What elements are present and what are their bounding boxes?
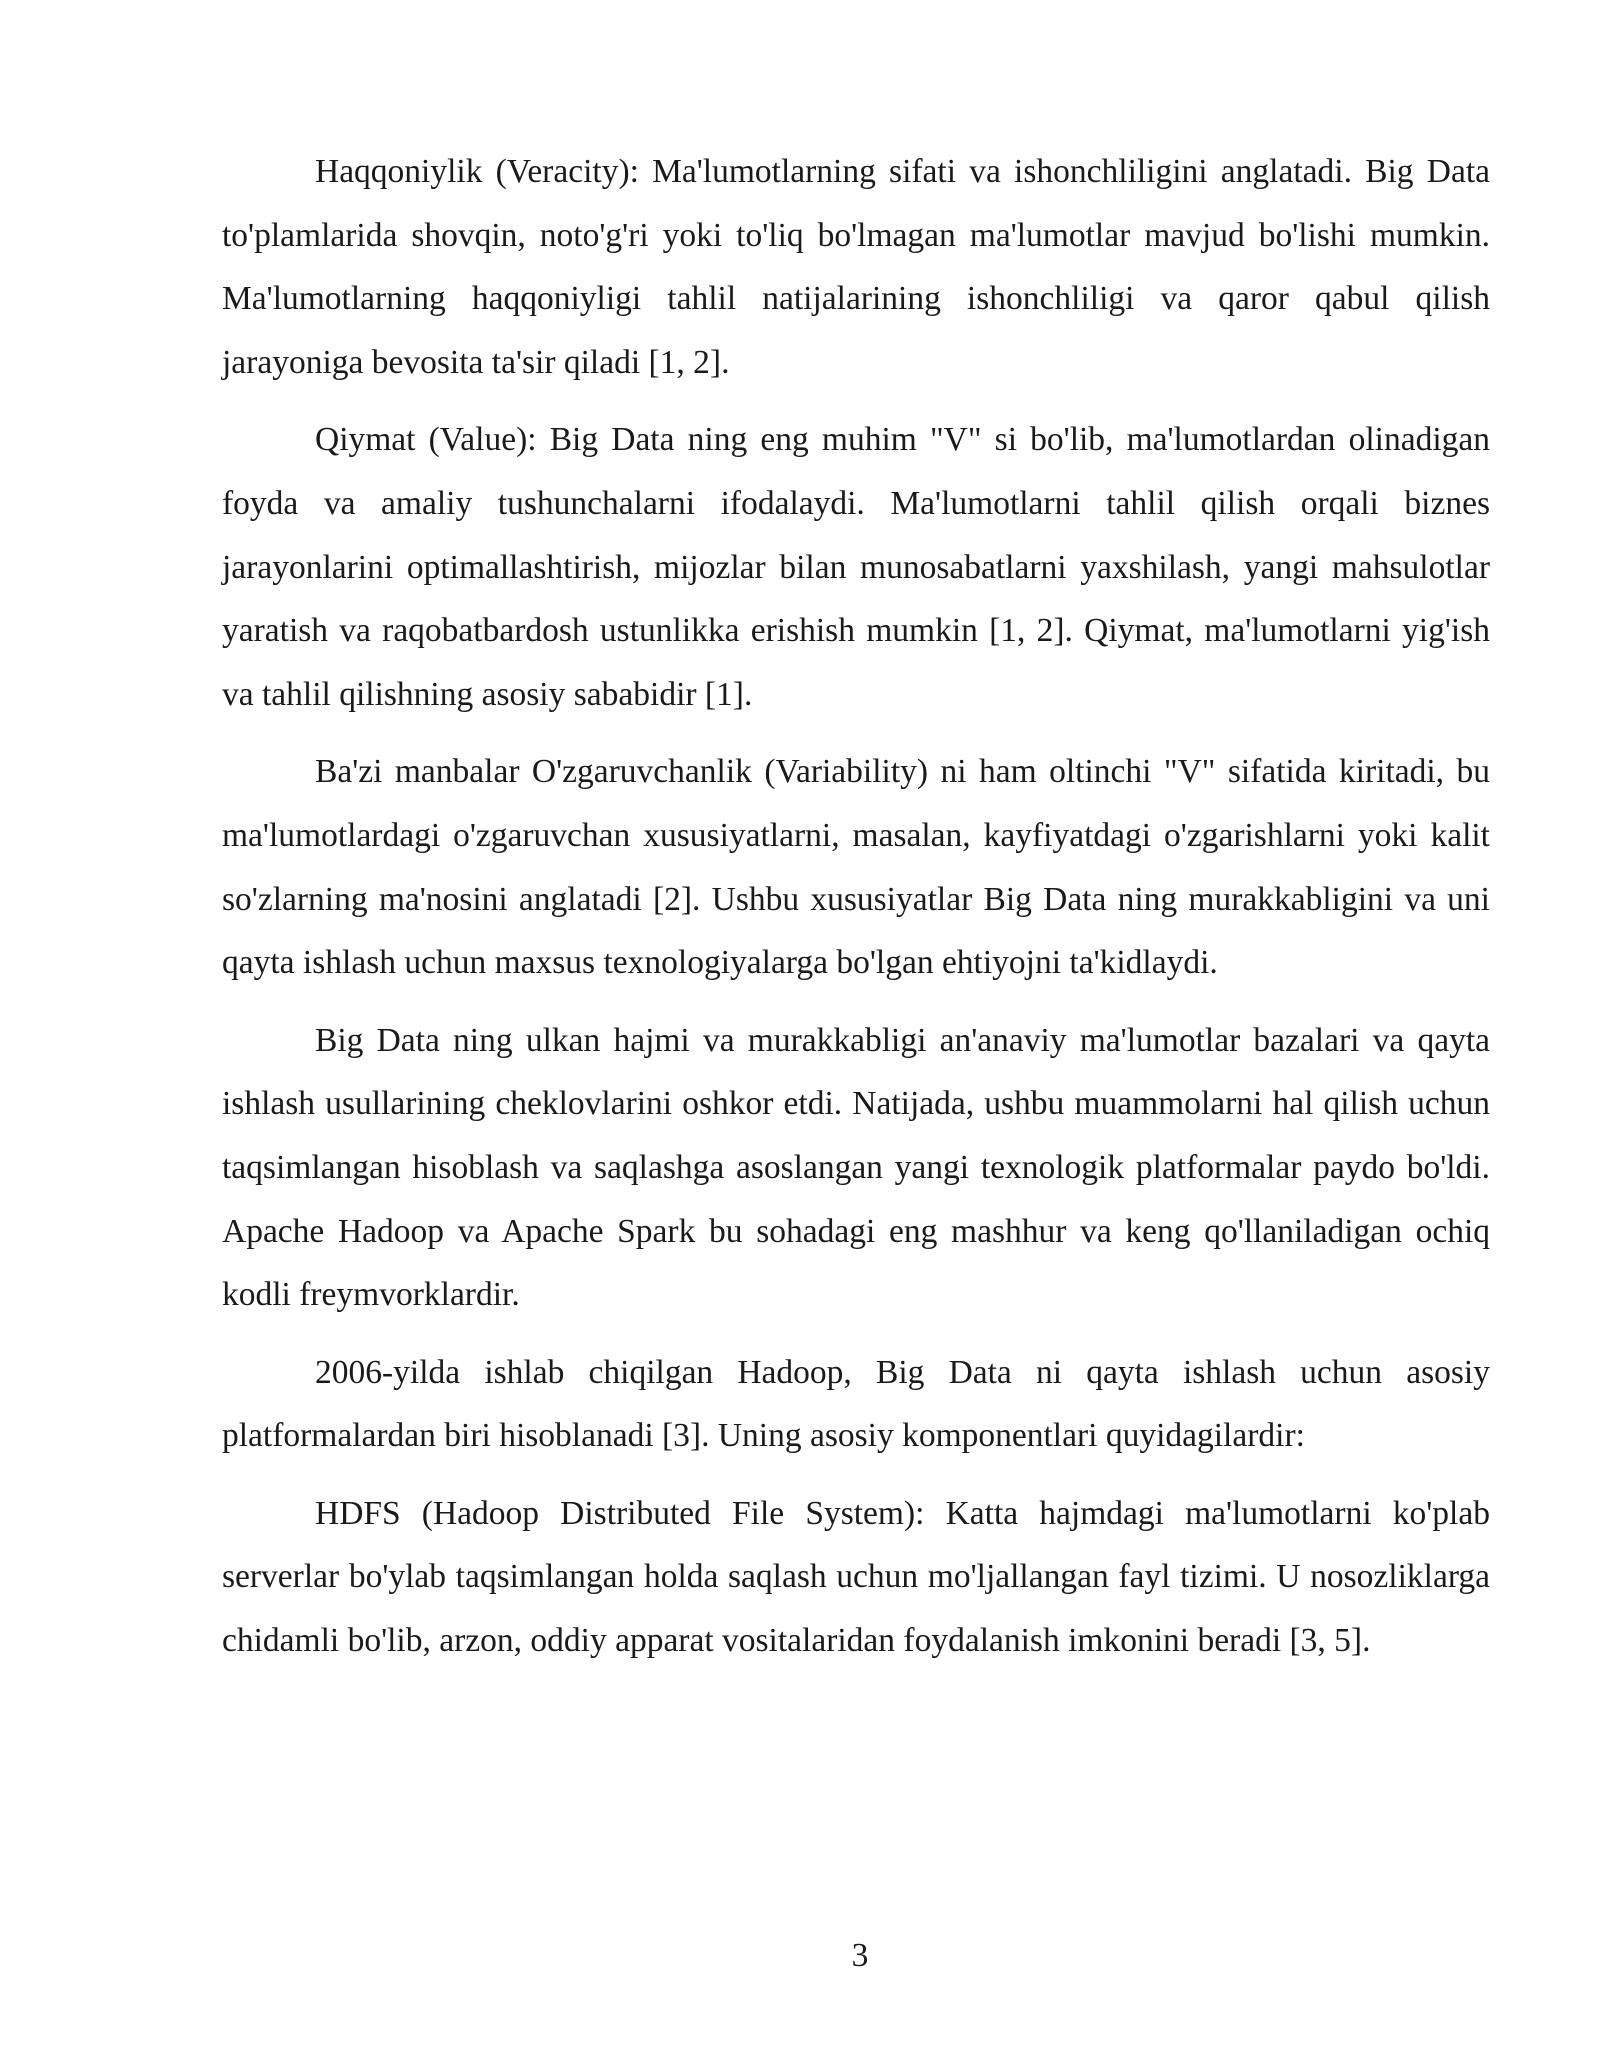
body-text bbox=[222, 140, 1490, 1687]
paragraph-veracity: Haqqoniylik (Veracity): Ma'lumotlarning sifati va ishonchliligini anglatadi. Big Data to'plamlarida shovqin, noto'g'ri yoki to'liq bo'lmagan ma'lumotlar mavjud bo'lishi mumkin. Ma'lumotlarning haqqoniyligi tahlil natijalarining ishonchliligi va qaror qabul qilish jarayoniga bevosita ta'sir qiladi [1, 2]. bbox=[222, 153, 1490, 381]
paragraph-value: Qiymat (Value): Big Data ning eng muhim "V" si bo'lib, ma'lumotlardan olinadigan foyda va amaliy tushunchalarni ifodalaydi. Ma'lumotlarni tahlil qilish orqali biznes jarayonlarini optimallashtirish, mijozlar bilan munosabatlarni yaxshilash, yangi mahsulotlar yaratish va raqobatbardosh ustunlikka erishish mumkin [1, 2]. Qiymat, ma'lumotlarni yig'ish va tahlil qilishning asosiy sababidir [1]. bbox=[222, 421, 1490, 713]
page-number: 3 bbox=[851, 1937, 869, 1974]
paragraph-variability: Ba'zi manbalar O'zgaruvchanlik (Variability) ni ham oltinchi "V" sifatida kiritadi, bu ma'lumotlardagi o'zgaruvchan xususiyatlarni, masalan, kayfiyatdagi o'zgarishlarni yoki kalit so'zlarning ma'nosini anglatadi [2]. Ushbu xususiyatlar Big Data ning murakkabligini va uni qayta ishlash uchun maxsus texnologiyalarga bo'lgan ehtiyojni ta'kidlaydi. bbox=[222, 753, 1490, 982]
paragraph-platforms: Big Data ning ulkan hajmi va murakkabligi an'anaviy ma'lumotlar bazalari va qayta ishlash usullarining cheklovlarini oshkor etdi. Natijada, ushbu muammolarni hal qilish uchun taqsimlangan hisoblash va saqlashga asoslangan yangi texnologik platformalar paydo bo'ldi. Apache Hadoop va Apache Spark bu sohadagi eng mashhur va keng qo'llaniladigan ochiq kodli freymvorklardir. bbox=[222, 1021, 1490, 1314]
paragraph-hadoop-intro: 2006-yilda ishlab chiqilgan Hadoop, Big Data ni qayta ishlash uchun asosiy platformalardan biri hisoblanadi [3]. Uning asosiy komponentlari quyidagilardir: bbox=[222, 1353, 1490, 1455]
paragraph-hdfs: HDFS (Hadoop Distributed File System): Katta hajmdagi ma'lumotlarni ko'plab serverlar bo'ylab taqsimlangan holda saqlash uchun mo'ljallangan fayl tizimi. U nosozliklarga chidamli bo'lib, arzon, oddiy apparat vositalaridan foydalanish imkonini beradi [3, 5]. bbox=[222, 1494, 1490, 1660]
